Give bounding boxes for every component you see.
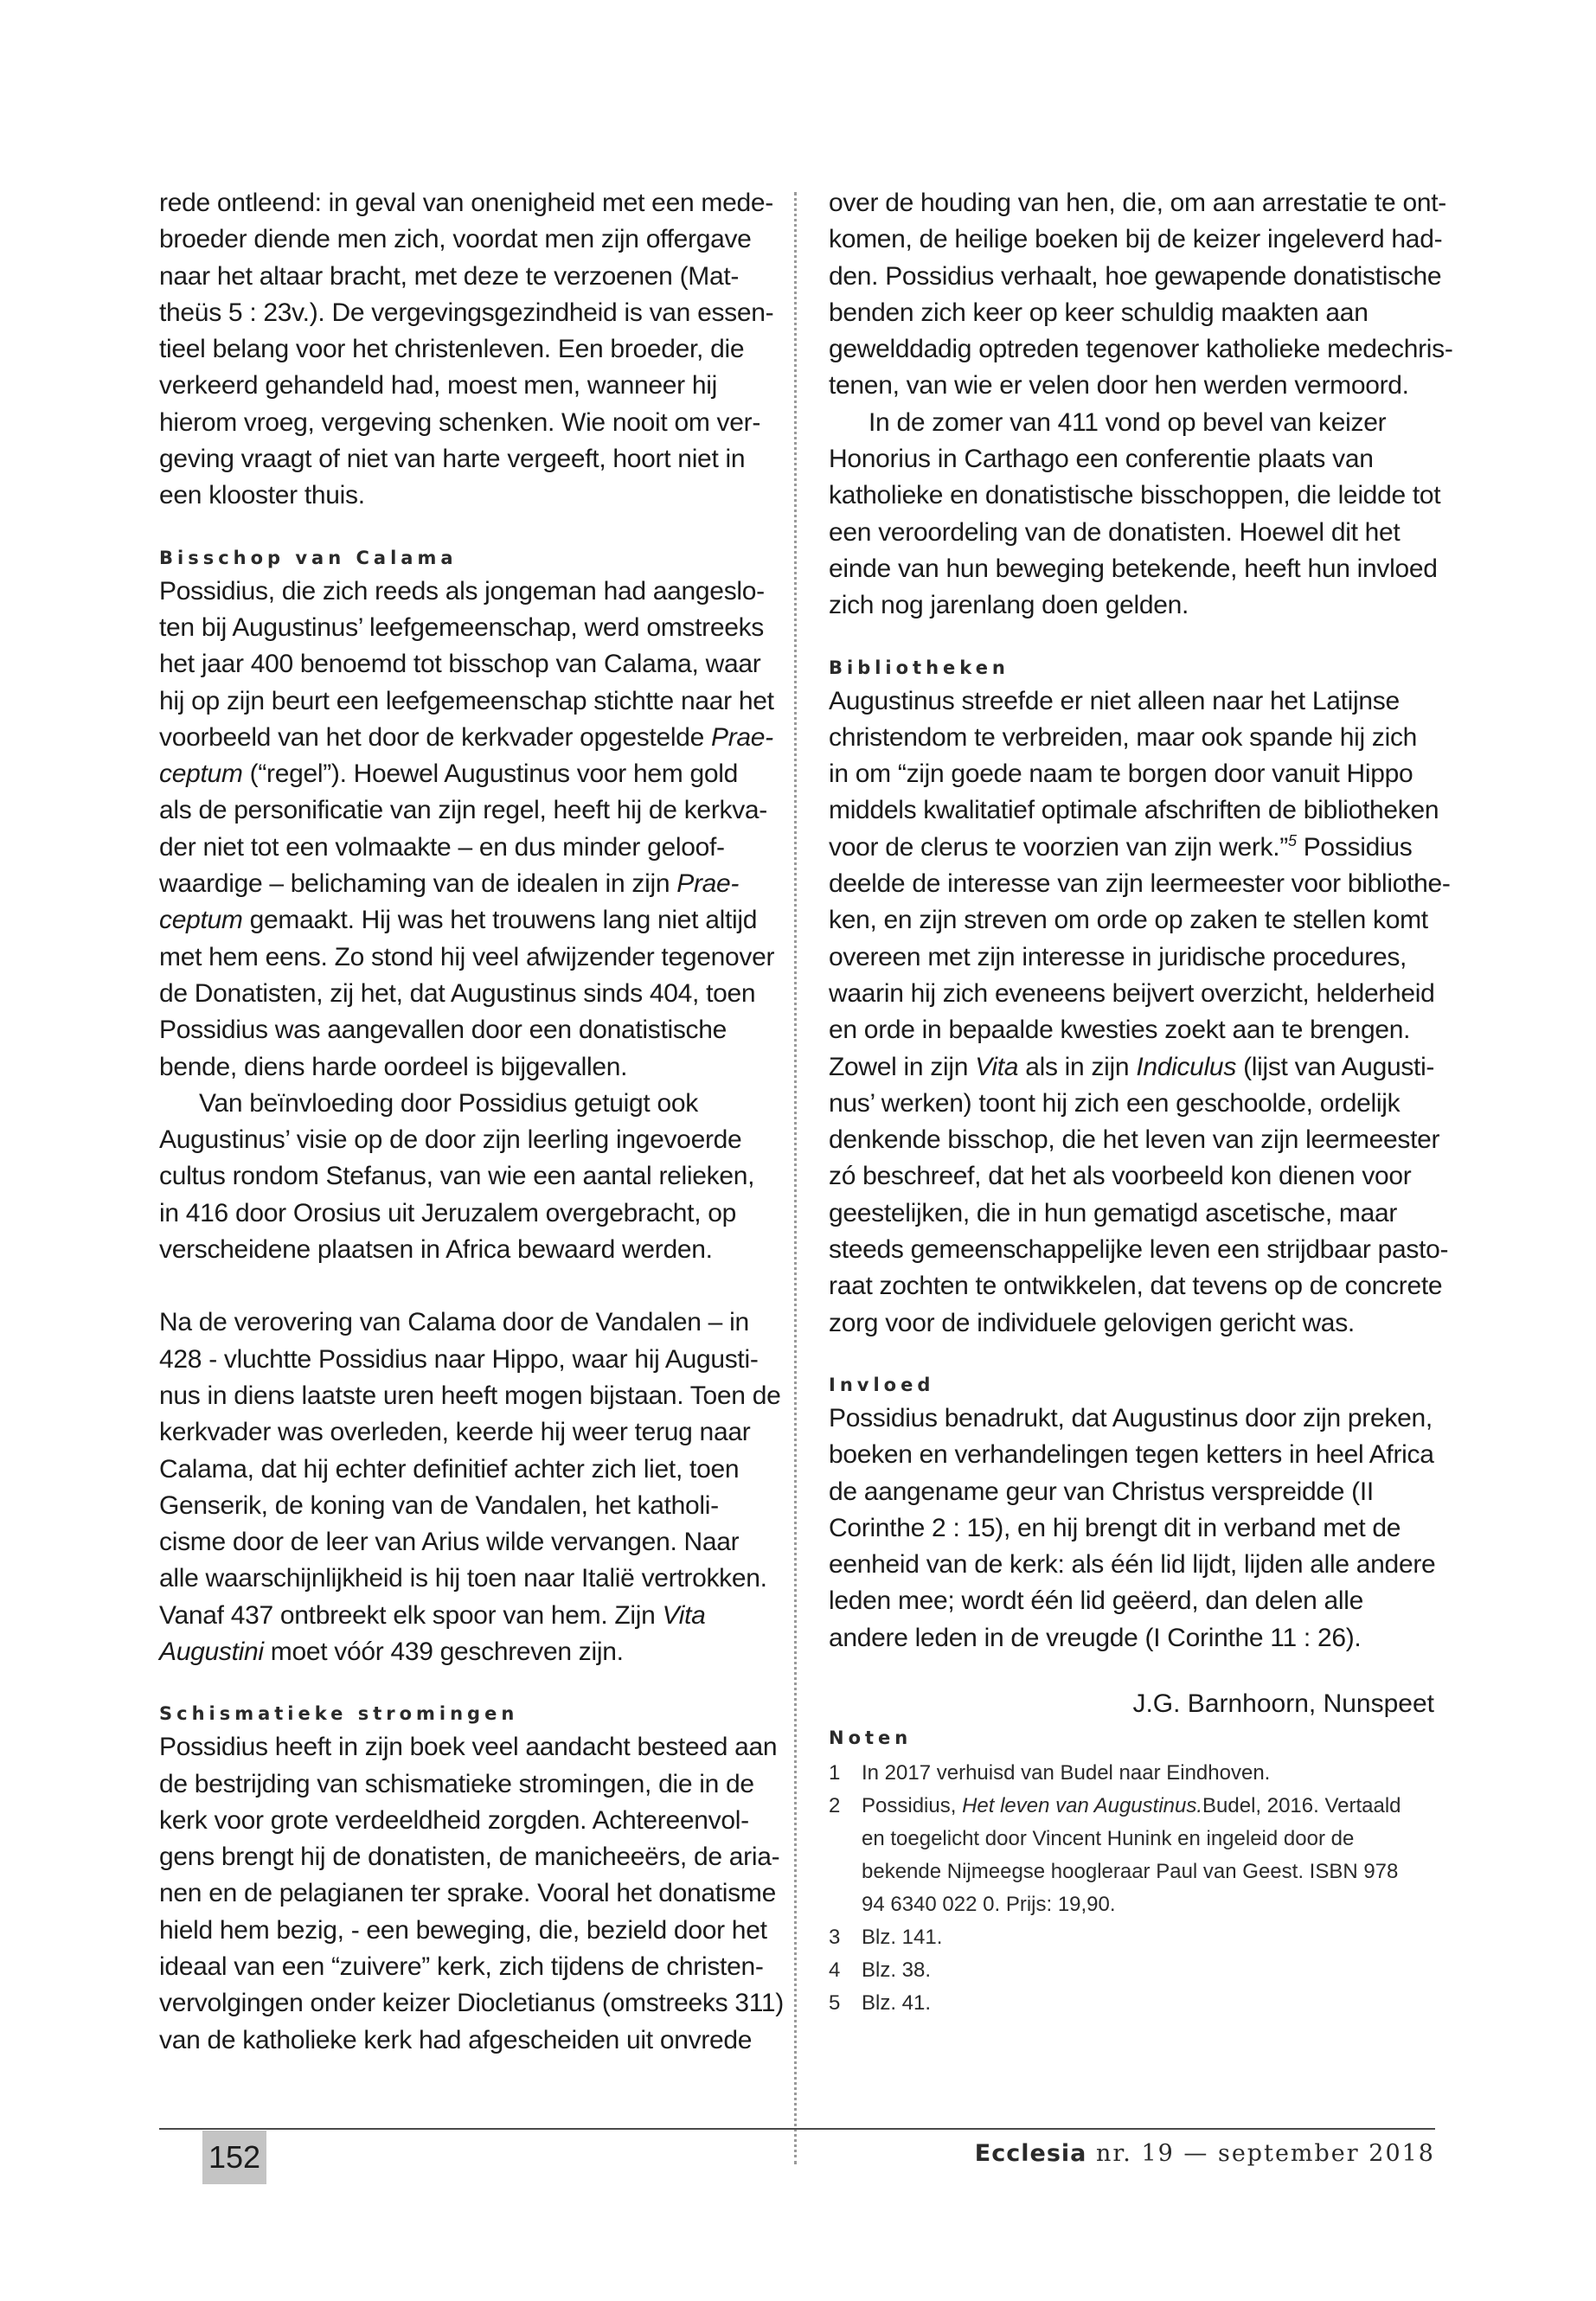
text-line: met hem eens. Zo stond hij veel afwijzender tegenover [159, 942, 775, 971]
text-line: komen, de heilige boeken bij de keizer ingeleverd had- [829, 225, 1443, 254]
footnotes-list [829, 1757, 1434, 2020]
text-line: het jaar 400 benoemd tot bisschop van Calama, waar [159, 650, 761, 679]
text-line: steeds gemeenschappelijke leven een strijdbaar pasto- [829, 1235, 1449, 1265]
text-line: christendom te verbreiden, maar ook spande hij zich [829, 722, 1418, 752]
text-line: andere leden in de vreugde (I Corinthe 11 : 26). [829, 1623, 1362, 1652]
text-line: over de houding van hen, die, om aan arrestatie te ont- [829, 189, 1446, 217]
text-line: ideaal van een “zuivere” kerk, zich tijdens de christen- [159, 1952, 764, 1982]
text-line: Na de verovering van Calama door de Vandalen – in [159, 1308, 749, 1337]
footnote-item [829, 1757, 1434, 1790]
text-line: 428 - vluchtte Possidius naar Hippo, waar hij Augusti- [159, 1344, 759, 1374]
text-line: Possidius, die zich reeds als jongeman had aangeslo- [159, 576, 765, 606]
bibliotheken-paragraph [829, 683, 1451, 1342]
text-line: katholieke en donatistische bisschoppen, die leidde tot [829, 481, 1441, 510]
text-line: kerkvader was overleden, keerde hij weer terug naar [159, 1418, 751, 1447]
footnote-item [829, 1790, 1434, 1921]
text-line: gewelddadig optreden tegenover katholieke medechris- [829, 335, 1453, 364]
right-column [829, 185, 1453, 2020]
page-number: 152 [202, 2131, 266, 2184]
issue-info: nr. 19 — september 2018 [1086, 2140, 1435, 2167]
text-line: ten bij Augustinus’ leefgemeenschap, werd omstreeks [159, 612, 764, 642]
bisschop-paragraph-2 [159, 1086, 756, 1268]
text-line: einde van hun beweging betekende, heeft hun invloed [829, 554, 1438, 583]
text-line: Van beïnvloeding door Possidius getuigt ook [199, 1088, 698, 1118]
footnote-text: bekende Nijmeegse hoogleraar Paul van Geest. ISBN 978 [862, 1859, 1399, 1883]
footnote-text: Blz. 141. [862, 1925, 943, 1949]
footnote-text: Blz. 38. [862, 1958, 932, 1982]
footnote-ref[interactable]: 5 [1287, 831, 1297, 849]
text-line: in om “zijn goede naam te borgen door vanuit Hippo [829, 760, 1413, 789]
text-line: en orde in bepaalde kwesties zoekt aan te brengen. [829, 1016, 1411, 1045]
text-line: ceptum (“regel”). Hoewel Augustinus voor hem gold [159, 760, 738, 789]
section-heading-invloed: Invloed [829, 1374, 935, 1395]
text-line: Possidius heeft in zijn boek veel aandacht besteed aan [159, 1733, 778, 1762]
footer-rule [159, 2128, 1435, 2130]
text-line: vervolgingen onder keizer Diocletianus (omstreeks 311) [159, 1989, 784, 2018]
text-line: cultus rondom Stefanus, van wie een aantal relieken, [159, 1162, 755, 1191]
text-line: waardige – belichaming van de idealen in zijn Prae- [159, 869, 740, 899]
text-line: Honorius in Carthago een conferentie plaats van [829, 445, 1374, 474]
text-line: denkende bisschop, die het leven van zijn leermeester [829, 1125, 1440, 1155]
text-line: Calama, dat hij echter definitief achter zich liet, toen [159, 1454, 740, 1484]
text-line: alle waarschijnlijkheid is hij toen naar Italië vertrokken. [159, 1564, 767, 1593]
footnote-item [829, 1954, 1434, 1987]
text-line: als de personificatie van zijn regel, heeft hij de kerkva- [159, 796, 767, 825]
text-line: de aangename geur van Christus verspreidde (II [829, 1477, 1374, 1506]
text-line: een veroordeling van de donatisten. Hoewel dit het [829, 517, 1401, 547]
vandalen-paragraph [159, 1304, 781, 1670]
intro-paragraph [159, 185, 774, 515]
text-line: Augustinus’ visie op de door zijn leerling ingevoerde [159, 1125, 742, 1155]
text-line: Vanaf 437 ontbreekt elk spoor van hem. Zijn Vita [159, 1600, 706, 1630]
text-line: boeken en verhandelingen tegen ketters in heel Africa [829, 1440, 1434, 1470]
text-line: geving vraagt of niet van harte vergeeft, hoort niet in [159, 445, 746, 474]
footnote-number: 2 [829, 1793, 841, 1817]
text-line: in 416 door Orosius uit Jeruzalem overgebracht, op [159, 1198, 737, 1227]
schisma-paragraph [159, 1729, 784, 2059]
magazine-title: Ecclesia [974, 2140, 1087, 2167]
text-line: ken, en zijn streven om orde op zaken te stellen komt [829, 906, 1428, 935]
section-heading-bisschop: Bisschop van Calama [159, 547, 458, 568]
text-line: een klooster thuis. [159, 481, 365, 510]
text-line: Possidius benadrukt, dat Augustinus door zijn preken, [829, 1403, 1433, 1433]
text-line: middels kwalitatief optimale afschriften de bibliotheken [829, 796, 1439, 825]
invloed-paragraph [829, 1400, 1434, 1657]
text-line: zich nog jarenlang doen gelden. [829, 591, 1189, 620]
section-heading-schisma: Schismatieke stromingen [159, 1703, 519, 1725]
text-line: de bestrijding van schismatieke stromingen, die in de [159, 1769, 754, 1798]
section-heading-bibliotheken: Bibliotheken [829, 657, 1010, 678]
text-line: Corinthe 2 : 15), en hij brengt dit in verband met de [829, 1513, 1401, 1542]
text-line: overeen met zijn interesse in juridische procedures, [829, 942, 1407, 971]
text-line: hij op zijn beurt een leefgemeenschap stichtte naar het [159, 686, 774, 715]
text-line: Genserik, de koning van de Vandalen, het katholi- [159, 1490, 719, 1520]
footnote-text: 94 6340 022 0. Prijs: 19,90. [862, 1892, 1116, 1916]
footnote-item [829, 1921, 1434, 1954]
text-line: theüs 5 : 23v.). De vergevingsgezindheid is van essen- [159, 298, 774, 327]
text-line: verscheidene plaatsen in Africa bewaard werden. [159, 1235, 713, 1265]
footnote-number: 1 [829, 1760, 841, 1785]
text-line: voor de clerus te voorzien van zijn werk.”$^5$ Possidius [829, 831, 1413, 862]
footer-publication [975, 2140, 1435, 2167]
text-line: verkeerd gehandeld had, moest men, wanneer hij [159, 371, 717, 401]
text-line: rede ontleend: in geval van onenigheid met een mede- [159, 189, 773, 217]
text-line: bende, diens harde oordeel is bijgevallen. [159, 1052, 628, 1081]
author-signature: J.G. Barnhoorn, Nunspeet [1132, 1689, 1434, 1718]
footnote-text: Possidius, Het leven van Augustinus.Budel, 2016. Vertaald [862, 1793, 1401, 1817]
text-line: zorg voor de individuele gelovigen gericht was. [829, 1308, 1355, 1337]
text-line: voorbeeld van het door de kerkvader opgestelde Prae- [159, 722, 773, 752]
text-line: nus’ werken) toont hij zich een geschoolde, ordelijk [829, 1088, 1401, 1118]
text-line: Augustinus streefde er niet alleen naar het Latijnse [829, 686, 1400, 715]
text-line: leden mee; wordt één lid geëerd, dan delen alle [829, 1586, 1364, 1616]
text-line: Possidius was aangevallen door een donatistische [159, 1016, 727, 1045]
text-line: broeder diende men zich, voordat men zijn offergave [159, 225, 752, 254]
text-line: tieel belang voor het christenleven. Een broeder, die [159, 335, 745, 364]
text-line: eenheid van de kerk: als één lid lijdt, lijden alle andere [829, 1550, 1436, 1580]
text-line: naar het altaar bracht, met deze te verzoenen (Mat- [159, 261, 740, 291]
text-line: gens brengt hij de donatisten, de manicheeërs, de aria- [159, 1843, 780, 1872]
continued-paragraph [829, 185, 1453, 405]
text-line: nus in diens laatste uren heeft mogen bijstaan. Toen de [159, 1381, 781, 1410]
footnote-text: en toegelicht door Vincent Hunink en ingeleid door de [862, 1826, 1355, 1850]
text-line: nen en de pelagianen ter sprake. Vooral het donatisme [159, 1879, 776, 1908]
column-divider [794, 192, 797, 2164]
text-line: deelde de interesse van zijn leermeester voor bibliothe- [829, 869, 1451, 899]
bisschop-paragraph-1 [159, 574, 775, 1086]
footnote-number: 3 [829, 1925, 841, 1949]
text-line: kerk voor grote verdeeldheid zorgden. Achtereenvol- [159, 1805, 749, 1835]
text-line: cisme door de leer van Arius wilde vervangen. Naar [159, 1528, 740, 1557]
footnote-number: 5 [829, 1990, 841, 2015]
text-line: In de zomer van 411 vond op bevel van keizer [869, 407, 1387, 437]
section-heading-noten: Noten [829, 1727, 913, 1748]
text-line: hield hem bezig, - een beweging, die, bezield door het [159, 1915, 767, 1945]
text-line: van de katholieke kerk had afgescheiden uit onvrede [159, 2025, 753, 2054]
text-line: waarin hij zich eveneens beijvert overzicht, helderheid [829, 978, 1435, 1008]
text-line: den. Possidius verhaalt, hoe gewapende donatistische [829, 261, 1442, 291]
text-line: hierom vroeg, vergeving schenken. Wie nooit om ver- [159, 407, 761, 437]
text-line: Zowel in zijn Vita als in zijn Indiculus (lijst van Augusti- [829, 1052, 1435, 1081]
text-line: benden zich keer op keer schuldig maakten aan [829, 298, 1368, 327]
text-line: tenen, van wie er velen door hen werden vermoord. [829, 371, 1409, 401]
text-line: ceptum gemaakt. Hij was het trouwens lang niet altijd [159, 906, 758, 935]
footnote-number: 4 [829, 1958, 841, 1982]
text-line: zó beschreef, dat het als voorbeeld kon dienen voor [829, 1162, 1412, 1191]
text-line: de Donatisten, zij het, dat Augustinus sinds 404, toen [159, 978, 756, 1008]
footnote-item [829, 1987, 1434, 2020]
text-line: der niet tot een volmaakte – en dus minder geloof- [159, 832, 725, 862]
zomer-paragraph [829, 405, 1441, 625]
left-column [159, 185, 784, 2059]
text-line: Augustini moet vóór 439 geschreven zijn. [159, 1637, 624, 1666]
text-line: raat zochten te ontwikkelen, dat tevens op de concrete [829, 1272, 1443, 1301]
text-line: geestelijken, die in hun gematigd ascetische, maar [829, 1198, 1398, 1227]
footnote-text: In 2017 verhuisd van Budel naar Eindhoven. [862, 1760, 1271, 1785]
footnote-text: Blz. 41. [862, 1990, 932, 2015]
